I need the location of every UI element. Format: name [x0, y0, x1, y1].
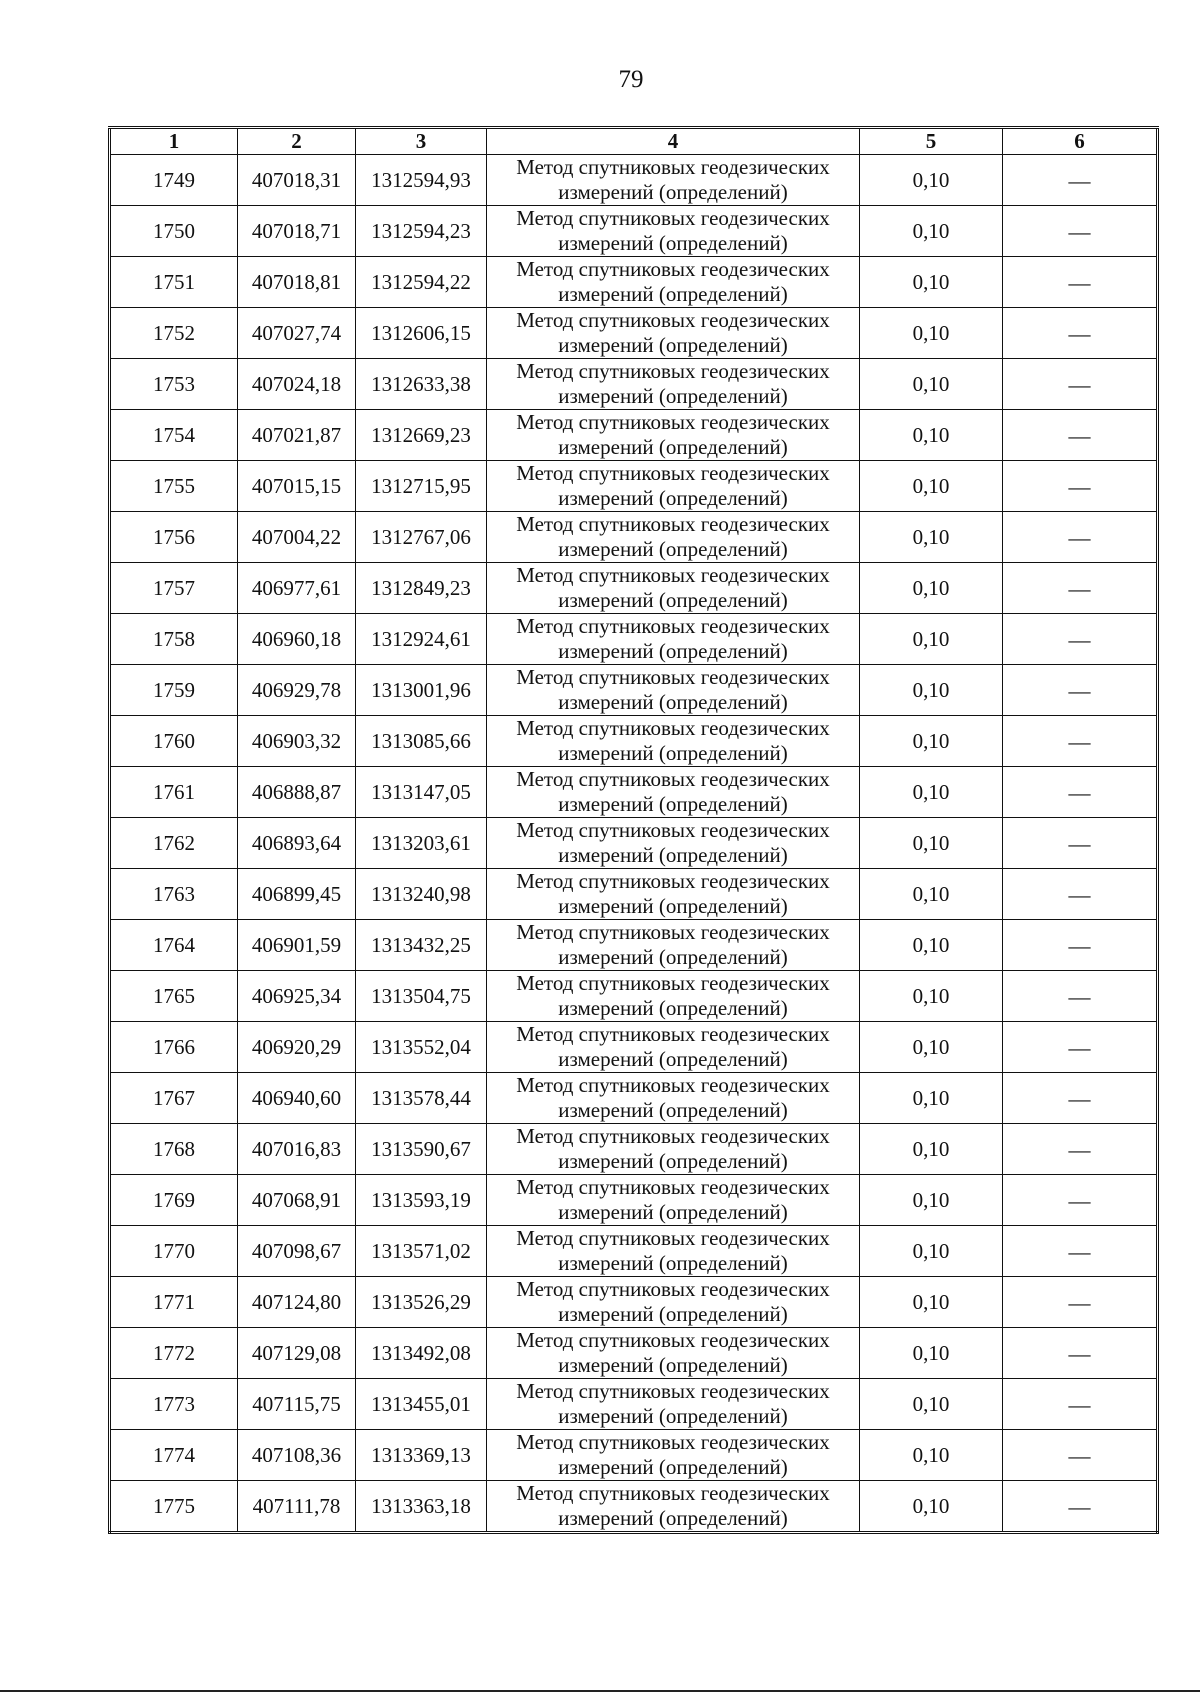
table-row [110, 155, 1158, 206]
method-cell [487, 155, 860, 206]
method-text-line: Метод спутниковых геодезических [516, 1226, 830, 1250]
method-cell [487, 461, 860, 512]
table-row [110, 410, 1158, 461]
point-number-cell: 1752 [110, 308, 238, 359]
coordinate-y-cell: 1313552,04 [356, 1022, 487, 1073]
method-text-line: измерений (определений) [558, 1200, 788, 1224]
method-cell [487, 767, 860, 818]
coordinate-y-cell: 1312633,38 [356, 359, 487, 410]
method-text-line: измерений (определений) [558, 1404, 788, 1428]
description-cell: — [1003, 206, 1158, 257]
page-number: 79 [618, 66, 644, 93]
method-text-line: Метод спутниковых геодезических [516, 767, 830, 791]
method-text-line: измерений (определений) [558, 792, 788, 816]
coordinate-x-cell: 407021,87 [238, 410, 356, 461]
description-cell: — [1003, 1430, 1158, 1481]
accuracy-cell: 0,10 [860, 971, 1003, 1022]
method-text-line: измерений (определений) [558, 282, 788, 306]
coordinate-y-cell: 1312715,95 [356, 461, 487, 512]
method-cell [487, 971, 860, 1022]
coordinate-x-cell: 407129,08 [238, 1328, 356, 1379]
method-cell [487, 716, 860, 767]
table-row [110, 512, 1158, 563]
accuracy-cell: 0,10 [860, 308, 1003, 359]
coordinate-x-cell: 406893,64 [238, 818, 356, 869]
coordinates-table [108, 126, 1159, 1534]
method-cell [487, 665, 860, 716]
point-number-cell: 1757 [110, 563, 238, 614]
accuracy-cell: 0,10 [860, 1328, 1003, 1379]
coordinate-x-cell: 407111,78 [238, 1481, 356, 1533]
coordinate-y-cell: 1313369,13 [356, 1430, 487, 1481]
coordinates-table-wrapper [108, 126, 1156, 1534]
description-cell: — [1003, 971, 1158, 1022]
coordinate-y-cell: 1313526,29 [356, 1277, 487, 1328]
accuracy-cell: 0,10 [860, 1124, 1003, 1175]
accuracy-cell: 0,10 [860, 767, 1003, 818]
coordinate-y-cell: 1312767,06 [356, 512, 487, 563]
method-text-line: Метод спутниковых геодезических [516, 1073, 830, 1097]
method-text-line: Метод спутниковых геодезических [516, 1175, 830, 1199]
coordinate-y-cell: 1312594,23 [356, 206, 487, 257]
point-number-cell: 1769 [110, 1175, 238, 1226]
method-cell [487, 920, 860, 971]
coordinate-x-cell: 406929,78 [238, 665, 356, 716]
point-number-cell: 1765 [110, 971, 238, 1022]
table-row [110, 1226, 1158, 1277]
coordinate-y-cell: 1312594,93 [356, 155, 487, 206]
method-cell [487, 1124, 860, 1175]
description-cell: — [1003, 308, 1158, 359]
method-cell [487, 614, 860, 665]
accuracy-cell: 0,10 [860, 359, 1003, 410]
point-number-cell: 1760 [110, 716, 238, 767]
method-text-line: измерений (определений) [558, 1506, 788, 1530]
point-number-cell: 1761 [110, 767, 238, 818]
accuracy-cell: 0,10 [860, 1022, 1003, 1073]
method-cell [487, 1022, 860, 1073]
coordinate-y-cell: 1313203,61 [356, 818, 487, 869]
column-header-6: 6 [1003, 128, 1158, 155]
method-text-line: измерений (определений) [558, 333, 788, 357]
table-row [110, 818, 1158, 869]
accuracy-cell: 0,10 [860, 1430, 1003, 1481]
coordinate-y-cell: 1312594,22 [356, 257, 487, 308]
column-header-1: 1 [110, 128, 238, 155]
method-text-line: измерений (определений) [558, 1251, 788, 1275]
method-text-line: Метод спутниковых геодезических [516, 257, 830, 281]
coordinate-x-cell: 407004,22 [238, 512, 356, 563]
coordinate-x-cell: 407098,67 [238, 1226, 356, 1277]
method-cell [487, 563, 860, 614]
method-text-line: измерений (определений) [558, 894, 788, 918]
coordinate-x-cell: 406977,61 [238, 563, 356, 614]
method-text-line: Метод спутниковых геодезических [516, 155, 830, 179]
method-text-line: измерений (определений) [558, 180, 788, 204]
method-text-line: Метод спутниковых геодезических [516, 461, 830, 485]
description-cell: — [1003, 1073, 1158, 1124]
point-number-cell: 1768 [110, 1124, 238, 1175]
coordinate-x-cell: 406960,18 [238, 614, 356, 665]
description-cell: — [1003, 563, 1158, 614]
coordinate-x-cell: 407108,36 [238, 1430, 356, 1481]
point-number-cell: 1751 [110, 257, 238, 308]
table-row [110, 767, 1158, 818]
method-cell [487, 308, 860, 359]
method-cell [487, 257, 860, 308]
accuracy-cell: 0,10 [860, 1175, 1003, 1226]
method-text-line: измерений (определений) [558, 537, 788, 561]
coordinate-y-cell: 1313492,08 [356, 1328, 487, 1379]
coordinate-y-cell: 1313455,01 [356, 1379, 487, 1430]
column-header-2: 2 [238, 128, 356, 155]
method-text-line: Метод спутниковых геодезических [516, 1481, 830, 1505]
accuracy-cell: 0,10 [860, 716, 1003, 767]
point-number-cell: 1772 [110, 1328, 238, 1379]
table-row [110, 359, 1158, 410]
coordinate-x-cell: 407024,18 [238, 359, 356, 410]
method-cell [487, 512, 860, 563]
coordinate-x-cell: 406901,59 [238, 920, 356, 971]
point-number-cell: 1771 [110, 1277, 238, 1328]
table-row [110, 206, 1158, 257]
method-text-line: Метод спутниковых геодезических [516, 512, 830, 536]
method-cell [487, 1328, 860, 1379]
description-cell: — [1003, 869, 1158, 920]
table-row [110, 461, 1158, 512]
method-text-line: измерений (определений) [558, 1047, 788, 1071]
accuracy-cell: 0,10 [860, 1379, 1003, 1430]
coordinate-x-cell: 407124,80 [238, 1277, 356, 1328]
method-text-line: измерений (определений) [558, 231, 788, 255]
table-row [110, 1124, 1158, 1175]
accuracy-cell: 0,10 [860, 920, 1003, 971]
method-text-line: Метод спутниковых геодезических [516, 869, 830, 893]
description-cell: — [1003, 410, 1158, 461]
method-text-line: Метод спутниковых геодезических [516, 1430, 830, 1454]
description-cell: — [1003, 818, 1158, 869]
accuracy-cell: 0,10 [860, 1277, 1003, 1328]
coordinate-y-cell: 1313571,02 [356, 1226, 487, 1277]
method-text-line: Метод спутниковых геодезических [516, 410, 830, 434]
point-number-cell: 1770 [110, 1226, 238, 1277]
coordinate-y-cell: 1313432,25 [356, 920, 487, 971]
coordinate-y-cell: 1312669,23 [356, 410, 487, 461]
method-cell [487, 410, 860, 461]
coordinate-x-cell: 407027,74 [238, 308, 356, 359]
coordinate-x-cell: 407018,81 [238, 257, 356, 308]
table-row [110, 1277, 1158, 1328]
method-text-line: Метод спутниковых геодезических [516, 971, 830, 995]
method-text-line: измерений (определений) [558, 1098, 788, 1122]
method-cell [487, 1277, 860, 1328]
coordinate-y-cell: 1313578,44 [356, 1073, 487, 1124]
coordinate-x-cell: 406920,29 [238, 1022, 356, 1073]
description-cell: — [1003, 1124, 1158, 1175]
table-row [110, 1328, 1158, 1379]
method-text-line: Метод спутниковых геодезических [516, 665, 830, 689]
description-cell: — [1003, 1022, 1158, 1073]
description-cell: — [1003, 716, 1158, 767]
method-text-line: измерений (определений) [558, 690, 788, 714]
coordinate-x-cell: 406940,60 [238, 1073, 356, 1124]
table-row [110, 308, 1158, 359]
table-row [110, 563, 1158, 614]
description-cell: — [1003, 665, 1158, 716]
coordinate-y-cell: 1312849,23 [356, 563, 487, 614]
coordinate-x-cell: 407018,71 [238, 206, 356, 257]
description-cell: — [1003, 257, 1158, 308]
table-row [110, 257, 1158, 308]
point-number-cell: 1774 [110, 1430, 238, 1481]
accuracy-cell: 0,10 [860, 1073, 1003, 1124]
table-row [110, 1073, 1158, 1124]
description-cell: — [1003, 1175, 1158, 1226]
coordinate-x-cell: 406903,32 [238, 716, 356, 767]
method-text-line: измерений (определений) [558, 843, 788, 867]
coordinate-y-cell: 1313504,75 [356, 971, 487, 1022]
column-header-5: 5 [860, 128, 1003, 155]
method-text-line: Метод спутниковых геодезических [516, 818, 830, 842]
coordinate-x-cell: 407115,75 [238, 1379, 356, 1430]
method-text-line: измерений (определений) [558, 1455, 788, 1479]
description-cell: — [1003, 512, 1158, 563]
table-row [110, 971, 1158, 1022]
point-number-cell: 1754 [110, 410, 238, 461]
coordinate-x-cell: 407018,31 [238, 155, 356, 206]
method-text-line: Метод спутниковых геодезических [516, 716, 830, 740]
method-cell [487, 869, 860, 920]
point-number-cell: 1764 [110, 920, 238, 971]
coordinate-y-cell: 1313593,19 [356, 1175, 487, 1226]
method-cell [487, 1481, 860, 1533]
coordinate-y-cell: 1312606,15 [356, 308, 487, 359]
method-text-line: измерений (определений) [558, 1353, 788, 1377]
table-row [110, 1022, 1158, 1073]
method-text-line: измерений (определений) [558, 1302, 788, 1326]
description-cell: — [1003, 1226, 1158, 1277]
method-cell [487, 1430, 860, 1481]
description-cell: — [1003, 1277, 1158, 1328]
method-text-line: измерений (определений) [558, 639, 788, 663]
coordinate-x-cell: 407015,15 [238, 461, 356, 512]
description-cell: — [1003, 920, 1158, 971]
accuracy-cell: 0,10 [860, 461, 1003, 512]
method-text-line: измерений (определений) [558, 741, 788, 765]
accuracy-cell: 0,10 [860, 1481, 1003, 1533]
method-text-line: Метод спутниковых геодезических [516, 1277, 830, 1301]
description-cell: — [1003, 155, 1158, 206]
method-cell [487, 1379, 860, 1430]
method-cell [487, 359, 860, 410]
point-number-cell: 1763 [110, 869, 238, 920]
table-row [110, 920, 1158, 971]
accuracy-cell: 0,10 [860, 665, 1003, 716]
description-cell: — [1003, 1379, 1158, 1430]
table-row [110, 716, 1158, 767]
header-row [110, 128, 1158, 155]
point-number-cell: 1755 [110, 461, 238, 512]
table-row [110, 869, 1158, 920]
table-row [110, 1379, 1158, 1430]
point-number-cell: 1759 [110, 665, 238, 716]
accuracy-cell: 0,10 [860, 512, 1003, 563]
coordinate-y-cell: 1313001,96 [356, 665, 487, 716]
coordinate-y-cell: 1313085,66 [356, 716, 487, 767]
point-number-cell: 1767 [110, 1073, 238, 1124]
method-cell [487, 1175, 860, 1226]
method-text-line: измерений (определений) [558, 486, 788, 510]
description-cell: — [1003, 1481, 1158, 1533]
point-number-cell: 1750 [110, 206, 238, 257]
coordinate-x-cell: 406888,87 [238, 767, 356, 818]
description-cell: — [1003, 1328, 1158, 1379]
point-number-cell: 1753 [110, 359, 238, 410]
method-text-line: Метод спутниковых геодезических [516, 1022, 830, 1046]
method-text-line: измерений (определений) [558, 384, 788, 408]
table-body [110, 155, 1158, 1533]
method-text-line: Метод спутниковых геодезических [516, 1124, 830, 1148]
coordinate-x-cell: 407068,91 [238, 1175, 356, 1226]
accuracy-cell: 0,10 [860, 1226, 1003, 1277]
point-number-cell: 1756 [110, 512, 238, 563]
accuracy-cell: 0,10 [860, 563, 1003, 614]
point-number-cell: 1762 [110, 818, 238, 869]
coordinate-x-cell: 406899,45 [238, 869, 356, 920]
method-text-line: измерений (определений) [558, 588, 788, 612]
accuracy-cell: 0,10 [860, 155, 1003, 206]
coordinate-y-cell: 1312924,61 [356, 614, 487, 665]
method-text-line: Метод спутниковых геодезических [516, 206, 830, 230]
coordinate-y-cell: 1313590,67 [356, 1124, 487, 1175]
coordinate-x-cell: 407016,83 [238, 1124, 356, 1175]
column-header-4: 4 [487, 128, 860, 155]
accuracy-cell: 0,10 [860, 614, 1003, 665]
method-cell [487, 206, 860, 257]
table-row [110, 1430, 1158, 1481]
coordinate-y-cell: 1313147,05 [356, 767, 487, 818]
method-cell [487, 1073, 860, 1124]
point-number-cell: 1766 [110, 1022, 238, 1073]
accuracy-cell: 0,10 [860, 257, 1003, 308]
method-text-line: Метод спутниковых геодезических [516, 563, 830, 587]
method-text-line: Метод спутниковых геодезических [516, 1328, 830, 1352]
coordinate-y-cell: 1313240,98 [356, 869, 487, 920]
description-cell: — [1003, 767, 1158, 818]
description-cell: — [1003, 461, 1158, 512]
column-header-3: 3 [356, 128, 487, 155]
coordinate-y-cell: 1313363,18 [356, 1481, 487, 1533]
method-text-line: Метод спутниковых геодезических [516, 614, 830, 638]
point-number-cell: 1758 [110, 614, 238, 665]
bottom-rule [0, 1690, 1200, 1692]
point-number-cell: 1749 [110, 155, 238, 206]
description-cell: — [1003, 614, 1158, 665]
coordinate-x-cell: 406925,34 [238, 971, 356, 1022]
method-cell [487, 818, 860, 869]
method-text-line: измерений (определений) [558, 945, 788, 969]
method-text-line: Метод спутниковых геодезических [516, 1379, 830, 1403]
method-text-line: измерений (определений) [558, 1149, 788, 1173]
method-cell [487, 1226, 860, 1277]
point-number-cell: 1773 [110, 1379, 238, 1430]
method-text-line: Метод спутниковых геодезических [516, 920, 830, 944]
method-text-line: Метод спутниковых геодезических [516, 359, 830, 383]
table-row [110, 1175, 1158, 1226]
method-text-line: измерений (определений) [558, 435, 788, 459]
table-row [110, 614, 1158, 665]
method-text-line: измерений (определений) [558, 996, 788, 1020]
point-number-cell: 1775 [110, 1481, 238, 1533]
table-row [110, 665, 1158, 716]
accuracy-cell: 0,10 [860, 869, 1003, 920]
accuracy-cell: 0,10 [860, 410, 1003, 461]
method-text-line: Метод спутниковых геодезических [516, 308, 830, 332]
accuracy-cell: 0,10 [860, 818, 1003, 869]
accuracy-cell: 0,10 [860, 206, 1003, 257]
description-cell: — [1003, 359, 1158, 410]
table-row [110, 1481, 1158, 1533]
